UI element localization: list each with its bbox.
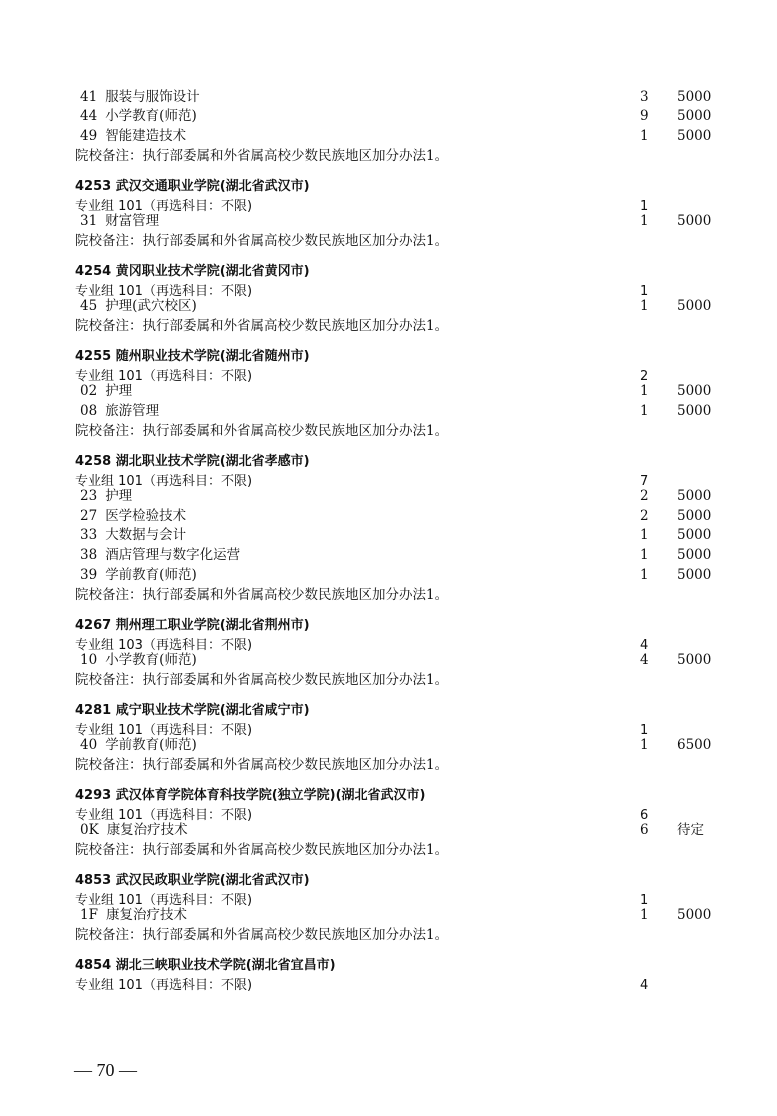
major-group-label: 专业组 101（再选科目：不限) [75,723,253,738]
major-code: 41 [80,89,98,105]
major-fee: 5000 [677,128,712,144]
major-fee: 5000 [677,508,712,524]
major-count: 1 [640,547,649,563]
school-note [0,316,777,336]
major-name: 服装与服饰设计 [105,89,200,105]
major-entry [80,820,188,840]
school-note [0,840,777,860]
major-row [0,486,777,506]
major-code: 49 [80,128,98,144]
major-entry [80,486,132,506]
school-note [0,146,777,166]
major-count: 6 [640,822,649,838]
major-count: 1 [640,907,649,923]
major-row [0,87,777,107]
major-name: 护理 [105,488,133,504]
major-name: 康复治疗技术 [106,822,188,838]
major-row [0,545,777,565]
major-row [0,565,777,585]
major-fee: 5000 [677,567,712,583]
major-count: 1 [640,567,649,583]
major-entry [80,650,197,670]
major-code: 31 [80,213,98,229]
school-note [0,585,777,605]
major-fee: 5000 [677,488,712,504]
school-name: 4258 湖北职业技术学院(湖北省孝感市) [75,454,310,469]
major-name: 酒店管理与数字化运营 [105,547,241,563]
school-name: 4293 武汉体育学院体育科技学院(独立学院)(湖北省武汉市) [75,788,426,803]
school-note-text: 院校备注：执行部委属和外省属高校少数民族地区加分办法1。 [75,148,449,164]
major-row [0,506,777,526]
school-note-text: 院校备注：执行部委属和外省属高校少数民族地区加分办法1。 [75,318,449,334]
major-name: 小学教育(师范) [105,108,197,124]
major-group-count: 7 [640,474,649,489]
major-fee: 5000 [677,907,712,923]
major-row [0,905,777,925]
major-code: 02 [80,383,98,399]
school-note-text: 院校备注：执行部委属和外省属高校少数民族地区加分办法1。 [75,672,449,688]
major-group-count: 1 [640,199,649,214]
major-group-count: 1 [640,893,649,908]
major-group-row [0,976,777,996]
major-group-label: 专业组 101（再选科目：不限) [75,893,253,908]
major-count: 1 [640,403,649,419]
major-entry [80,126,186,146]
major-count: 1 [640,298,649,314]
school-note-text: 院校备注：执行部委属和外省属高校少数民族地区加分办法1。 [75,927,449,943]
major-entry [80,525,186,545]
major-row [0,820,777,840]
major-group-label: 专业组 101（再选科目：不限) [75,284,253,299]
major-count: 3 [640,89,649,105]
major-entry [80,381,132,401]
major-entry [80,296,197,316]
major-count: 2 [640,508,649,524]
major-fee: 5000 [677,527,712,543]
major-name: 大数据与会计 [105,527,187,543]
major-row [0,735,777,755]
school-name: 4255 随州职业技术学院(湖北省随州市) [75,349,310,364]
major-code: 40 [80,737,98,753]
major-name: 小学教育(师范) [105,652,197,668]
school-note [0,421,777,441]
major-code: 38 [80,547,98,563]
school-name: 4281 咸宁职业技术学院(湖北省咸宁市) [75,703,310,718]
major-fee: 5000 [677,213,712,229]
major-entry [80,905,187,925]
school-header [0,452,777,472]
major-row [0,650,777,670]
major-name: 旅游管理 [105,403,160,419]
major-name: 护理 [105,383,133,399]
major-group-count: 6 [640,808,649,823]
major-code: 44 [80,108,98,124]
major-code: 39 [80,567,98,583]
page-number: — 70 — [74,1060,137,1080]
school-note-text: 院校备注：执行部委属和外省属高校少数民族地区加分办法1。 [75,423,449,439]
major-code: 08 [80,403,98,419]
major-entry [80,506,186,526]
major-fee: 5000 [677,108,712,124]
major-code: 33 [80,527,98,543]
school-note [0,231,777,251]
major-fee: 5000 [677,403,712,419]
major-fee: 5000 [677,652,712,668]
major-entry [80,735,197,755]
major-group-label: 专业组 103（再选科目：不限) [75,638,253,653]
major-count: 2 [640,488,649,504]
major-entry [80,87,200,107]
major-code: 0K [80,822,99,838]
major-count: 1 [640,128,649,144]
school-header [0,871,777,891]
major-fee: 5000 [677,547,712,563]
school-note-text: 院校备注：执行部委属和外省属高校少数民族地区加分办法1。 [75,842,449,858]
major-group-count: 1 [640,723,649,738]
major-group-count: 1 [640,284,649,299]
major-row [0,525,777,545]
major-group-count: 2 [640,369,649,384]
school-header [0,956,777,976]
major-group-label: 专业组 101（再选科目：不限) [75,808,253,823]
major-entry [80,545,240,565]
school-note [0,755,777,775]
major-name: 康复治疗技术 [105,907,187,923]
major-entry [80,401,159,421]
school-name: 4853 武汉民政职业学院(湖北省武汉市) [75,873,310,888]
major-fee: 待定 [677,822,704,838]
major-count: 1 [640,527,649,543]
major-row [0,126,777,146]
major-group-count: 4 [640,978,649,993]
major-code: 45 [80,298,98,314]
school-name: 4254 黄冈职业技术学院(湖北省黄冈市) [75,264,310,279]
school-name: 4854 湖北三峡职业技术学院(湖北省宜昌市) [75,958,336,973]
major-code: 23 [80,488,98,504]
school-header [0,701,777,721]
school-header [0,616,777,636]
major-fee: 6500 [677,737,712,753]
major-fee: 5000 [677,298,712,314]
school-note-text: 院校备注：执行部委属和外省属高校少数民族地区加分办法1。 [75,233,449,249]
major-entry [80,565,197,585]
major-count: 9 [640,108,649,124]
school-header [0,262,777,282]
major-name: 智能建造技术 [105,128,187,144]
major-count: 1 [640,383,649,399]
major-name: 护理(武穴校区) [105,298,197,314]
major-row [0,381,777,401]
major-name: 医学检验技术 [105,508,187,524]
major-group-label: 专业组 101（再选科目：不限) [75,474,253,489]
major-name: 学前教育(师范) [105,567,197,583]
major-group-count: 4 [640,638,649,653]
school-note [0,670,777,690]
school-name: 4253 武汉交通职业学院(湖北省武汉市) [75,179,310,194]
major-row [0,106,777,126]
major-row [0,296,777,316]
major-entry [80,106,197,126]
major-name: 财富管理 [105,213,160,229]
major-fee: 5000 [677,89,712,105]
major-fee: 5000 [677,383,712,399]
major-code: 27 [80,508,98,524]
major-count: 1 [640,737,649,753]
major-count: 1 [640,213,649,229]
school-note-text: 院校备注：执行部委属和外省属高校少数民族地区加分办法1。 [75,587,449,603]
school-header [0,786,777,806]
school-header [0,347,777,367]
school-header [0,177,777,197]
major-group-label: 专业组 101（再选科目：不限) [75,369,253,384]
major-row [0,211,777,231]
school-name: 4267 荆州理工职业学院(湖北省荆州市) [75,618,310,633]
school-note [0,925,777,945]
major-entry [80,211,159,231]
major-name: 学前教育(师范) [105,737,197,753]
major-count: 4 [640,652,649,668]
major-group-label: 专业组 101（再选科目：不限) [75,978,253,993]
major-group-label: 专业组 101（再选科目：不限) [75,199,253,214]
school-note-text: 院校备注：执行部委属和外省属高校少数民族地区加分办法1。 [75,757,449,773]
major-code: 10 [80,652,98,668]
major-code: 1F [80,907,98,923]
major-row [0,401,777,421]
